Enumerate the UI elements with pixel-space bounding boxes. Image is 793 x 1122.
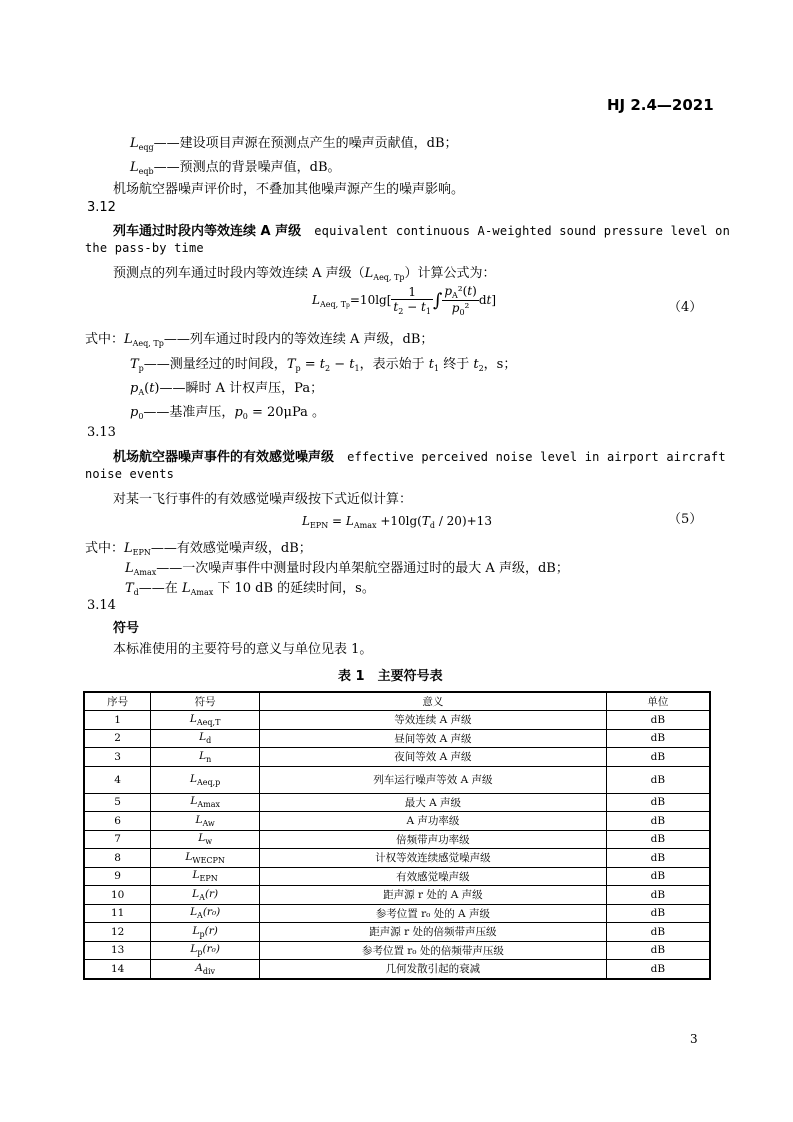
cell-meaning: A 声功率级 (260, 812, 607, 831)
defs-3-12-line4: $p_0——$基准声压，$p_0 = 20\mu Pa$ 。 (130, 405, 326, 421)
cell-no: 9 (84, 867, 151, 886)
table-row (84, 867, 710, 886)
cell-meaning: 距声源 r 处的 A 声级 (260, 886, 607, 905)
header-unit: 单位 (606, 692, 710, 711)
cell-unit: dB (606, 812, 710, 831)
cell-symbol: $L_A(r_0)$ (151, 904, 260, 923)
cell-no: 12 (84, 923, 151, 942)
cell-unit: dB (606, 941, 710, 960)
cell-unit: dB (606, 766, 710, 793)
cell-no: 11 (84, 904, 151, 923)
table-row (84, 904, 710, 923)
intro-3-12: 预测点的列车通过时段内等效连续 A 声级$(L_{Aeq, Tp})$计算公式为： (113, 266, 496, 282)
cell-no: 2 (84, 729, 151, 748)
section-title-3-13: 机场航空器噪声事件的有效感觉噪声级 effective perceived noise level in airport aircraft (113, 450, 726, 465)
cell-meaning: 列车运行噪声等效 A 声级 (260, 766, 607, 793)
cell-unit: dB (606, 729, 710, 748)
header-symbol: 符号 (151, 692, 260, 711)
definition-leqb: $L_{eqb}——$预测点的背景噪声值，dB。 (130, 160, 341, 176)
equation-5: $L_{EPN} = L_{Amax} +10\lg(T_d / 20)+13$ (302, 514, 492, 530)
table-row (84, 923, 710, 942)
cell-unit: dB (606, 793, 710, 812)
cell-unit: dB (606, 886, 710, 905)
table-caption: 表 1 主要符号表 (338, 669, 443, 684)
table-header-row (84, 692, 710, 711)
section-number-3-13: 3.13 (87, 425, 116, 440)
defs-3-12-line3: $p_A(t)——$瞬时 A 计权声压，Pa； (130, 381, 324, 397)
table-row (84, 793, 710, 812)
section-title-3-14: 符号 (113, 621, 140, 636)
section-title-3-12-cont: the pass-by time (85, 241, 204, 255)
page-number: 3 (690, 1032, 698, 1046)
cell-unit: dB (606, 849, 710, 868)
cell-no: 5 (84, 793, 151, 812)
paragraph-aircraft-noise: 机场航空器噪声评价时，不叠加其他噪声源产生的噪声影响。 (113, 182, 465, 197)
cell-no: 6 (84, 812, 151, 831)
cell-symbol: $L_{Aeq,p}$ (151, 766, 260, 793)
intro-3-13: 对某一飞行事件的有效感觉噪声级按下式近似计算： (113, 492, 413, 507)
defs-3-13-line2: $L_{Amax}——$一次噪声事件中测量时段内单架航空器通过时的最大 A 声级，dB； (125, 561, 569, 577)
table-row (84, 830, 710, 849)
cell-unit: dB (606, 711, 710, 730)
cell-unit: dB (606, 904, 710, 923)
cell-meaning: 夜间等效 A 声级 (260, 748, 607, 767)
section-number-3-14: 3.14 (87, 598, 116, 613)
cell-meaning: 昼间等效 A 声级 (260, 729, 607, 748)
table-row (84, 729, 710, 748)
cell-no: 14 (84, 960, 151, 979)
cell-symbol: $L_{Amax}$ (151, 793, 260, 812)
defs-3-12-line2: $T_p——$测量经过的时间段，$T_p = t_2 - t_1$，表示始于 $t_1$ 终于 $t_2$，s； (130, 357, 517, 373)
cell-no: 10 (84, 886, 151, 905)
table-row (84, 886, 710, 905)
table-row (84, 766, 710, 793)
table-row (84, 748, 710, 767)
cell-meaning: 距声源 r 处的倍频带声压级 (260, 923, 607, 942)
symbols-table (83, 691, 711, 980)
cell-meaning: 参考位置 r₀ 处的倍频带声压级 (260, 941, 607, 960)
equation-4-number: （4） (668, 300, 703, 315)
cell-symbol: $L_w$ (151, 830, 260, 849)
cell-no: 3 (84, 748, 151, 767)
cell-unit: dB (606, 748, 710, 767)
cell-unit: dB (606, 867, 710, 886)
equation-4: $L_{Aeq, Tp}=10\lg$[ $\frac{1}{t_2 - t_1}$ ∫ $\frac{p_A^2(t)}{p_0^2}$ dt] (312, 284, 497, 317)
cell-meaning: 几何发散引起的衰减 (260, 960, 607, 979)
cell-meaning: 等效连续 A 声级 (260, 711, 607, 730)
defs-3-12-line1: 式中：$L_{Aeq, Tp}——$列车通过时段内的等效连续 A 声级，dB； (85, 332, 434, 348)
cell-symbol: $L_p(r_0)$ (151, 941, 260, 960)
cell-symbol: $A_{div}$ (151, 960, 260, 979)
cell-symbol: $L_d$ (151, 729, 260, 748)
table-row (84, 711, 710, 730)
cell-symbol: $L_p(r)$ (151, 923, 260, 942)
definition-leqg: $L_{eqg}——$建设项目声源在预测点产生的噪声贡献值，dB； (130, 136, 458, 152)
intro-3-14: 本标准使用的主要符号的意义与单位见表 1。 (113, 642, 373, 657)
cell-meaning: 最大 A 声级 (260, 793, 607, 812)
cell-meaning: 计权等效连续感觉噪声级 (260, 849, 607, 868)
cell-no: 1 (84, 711, 151, 730)
cell-unit: dB (606, 830, 710, 849)
defs-3-13-line1: 式中：$L_{EPN}——$有效感觉噪声级，dB； (85, 541, 312, 557)
cell-unit: dB (606, 960, 710, 979)
equation-5-number: （5） (668, 512, 703, 527)
cell-symbol: $L_{WECPN}$ (151, 849, 260, 868)
defs-3-13-line3: $T_d——$在 $L_{Amax}$ 下 10 dB 的延续时间，s。 (125, 581, 375, 597)
cell-symbol: $L_A(r)$ (151, 886, 260, 905)
cell-meaning: 倍频带声功率级 (260, 830, 607, 849)
cell-symbol: $L_{Aeq,T}$ (151, 711, 260, 730)
header-no: 序号 (84, 692, 151, 711)
cell-no: 4 (84, 766, 151, 793)
section-number-3-12: 3.12 (87, 200, 116, 215)
section-title-3-12: 列车通过时段内等效连续 A 声级 equivalent continuous A-weighted sound pressure level on (113, 224, 730, 239)
standard-number: HJ 2.4—2021 (607, 96, 714, 114)
cell-symbol: $L_n$ (151, 748, 260, 767)
section-title-3-13-cont: noise events (85, 467, 175, 481)
table-row (84, 941, 710, 960)
cell-no: 7 (84, 830, 151, 849)
header-meaning: 意义 (260, 692, 607, 711)
cell-unit: dB (606, 923, 710, 942)
cell-meaning: 有效感觉噪声级 (260, 867, 607, 886)
cell-symbol: $L_{EPN}$ (151, 867, 260, 886)
cell-no: 13 (84, 941, 151, 960)
cell-meaning: 参考位置 r₀ 处的 A 声级 (260, 904, 607, 923)
table-row (84, 812, 710, 831)
table-row (84, 960, 710, 979)
table-row (84, 849, 710, 868)
cell-symbol: $L_{Aw}$ (151, 812, 260, 831)
cell-no: 8 (84, 849, 151, 868)
